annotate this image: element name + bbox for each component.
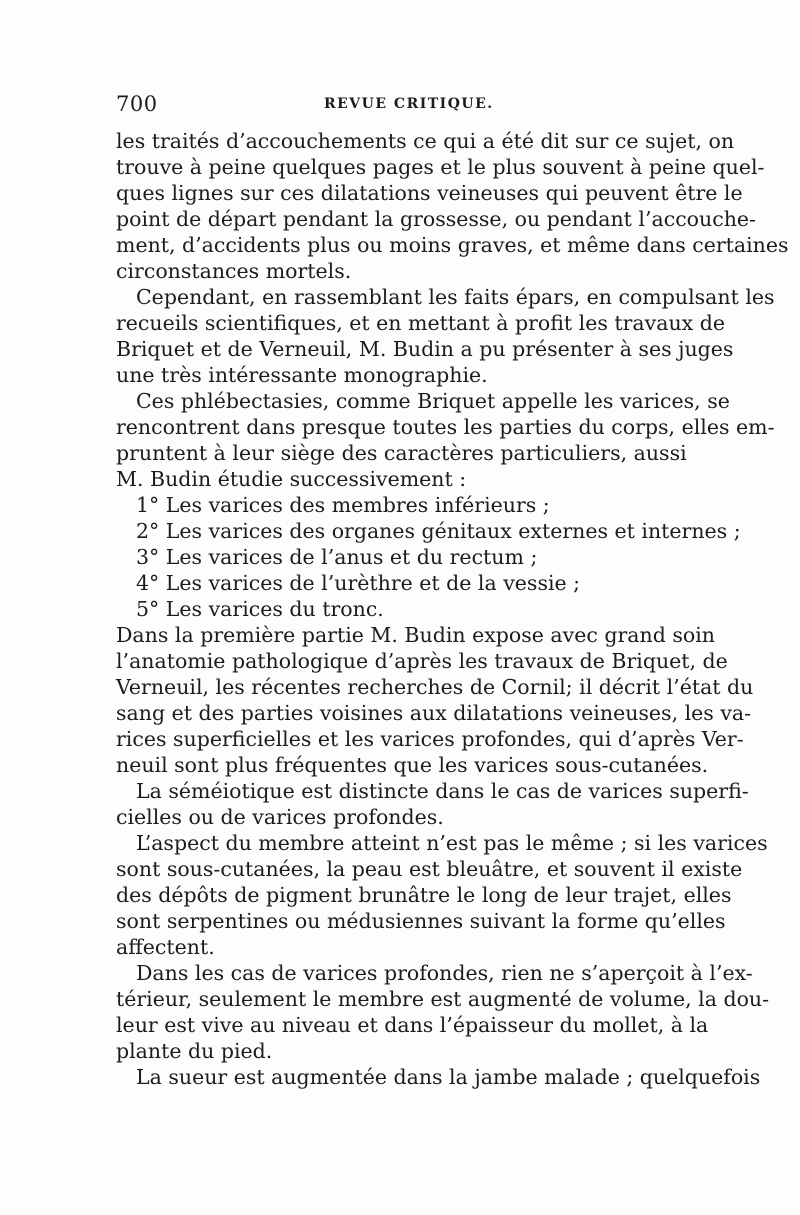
list-item: 2° Les varices des organes génitaux externes et internes ; (136, 519, 741, 543)
text-line: rencontrent dans presque toutes les parties du corps, elles em- (116, 415, 775, 439)
text-line: La séméiotique est distincte dans le cas de varices superfi- (136, 779, 749, 803)
text-line: sang et des parties voisines aux dilatations veineuses, les va- (116, 701, 752, 725)
text-line: neuil sont plus fréquentes que les varices sous-cutanées. (116, 753, 709, 777)
text-line: Ces phlébectasies, comme Briquet appelle les varices, se (136, 389, 730, 413)
text-line: M. Budin étudie successivement : (116, 467, 467, 491)
text-line: sont serpentines ou médusiennes suivant la forme qu’elles (116, 909, 726, 933)
text-line: térieur, seulement le membre est augmenté de volume, la dou- (116, 987, 770, 1011)
text-line: ment, d’accidents plus ou moins graves, et même dans certaines (116, 233, 789, 257)
text-line: Briquet et de Verneuil, M. Budin a pu présenter à ses juges (116, 337, 734, 361)
text-line: Dans les cas de varices profondes, rien ne s’aperçoit à l’ex- (136, 961, 753, 985)
list-item: 5° Les varices du tronc. (136, 597, 384, 621)
body-text (116, 128, 789, 1090)
list-item: 3° Les varices de l’anus et du rectum ; (136, 545, 538, 569)
text-line: recueils scientifiques, et en mettant à profit les travaux de (116, 311, 725, 335)
text-line: Dans la première partie M. Budin expose avec grand soin (116, 623, 715, 647)
list-item: 1° Les varices des membres inférieurs ; (136, 493, 550, 517)
text-line: Verneuil, les récentes recherches de Cornil; il décrit l’état du (116, 675, 754, 699)
page-number: 700 (116, 92, 158, 116)
text-line: trouve à peine quelques pages et le plus souvent à peine quel- (116, 155, 765, 179)
text-line: L’aspect du membre atteint n’est pas le même ; si les varices (136, 831, 768, 855)
text-line: cielles ou de varices profondes. (116, 805, 444, 829)
running-head: REVUE CRITIQUE. (324, 96, 494, 112)
page-header (116, 92, 684, 122)
text-line: Cependant, en rassemblant les faits épars, en compulsant les (136, 285, 775, 309)
text-line: ques lignes sur ces dilatations veineuses qui peuvent être le (116, 181, 743, 205)
text-line: point de départ pendant la grossesse, ou pendant l’accouche- (116, 207, 756, 231)
text-line: une très intéressante monographie. (116, 363, 488, 387)
text-line: sont sous-cutanées, la peau est bleuâtre, et souvent il existe (116, 857, 743, 881)
text-line: l’anatomie pathologique d’après les travaux de Briquet, de (116, 649, 728, 673)
text-line: affectent. (116, 935, 215, 959)
text-line: leur est vive au niveau et dans l’épaisseur du mollet, à la (116, 1013, 709, 1037)
text-line: des dépôts de pigment brunâtre le long de leur trajet, elles (116, 883, 732, 907)
text-line: La sueur est augmentée dans la jambe malade ; quelquefois (136, 1065, 761, 1089)
text-line: plante du pied. (116, 1039, 273, 1063)
text-line: circonstances mortels. (116, 259, 352, 283)
text-line: rices superficielles et les varices profondes, qui d’après Ver- (116, 727, 744, 751)
text-line: pruntent à leur siège des caractères particuliers, aussi (116, 441, 687, 465)
list-item: 4° Les varices de l’urèthre et de la vessie ; (136, 571, 581, 595)
text-line: les traités d’accouchements ce qui a été dit sur ce sujet, on (116, 129, 735, 153)
